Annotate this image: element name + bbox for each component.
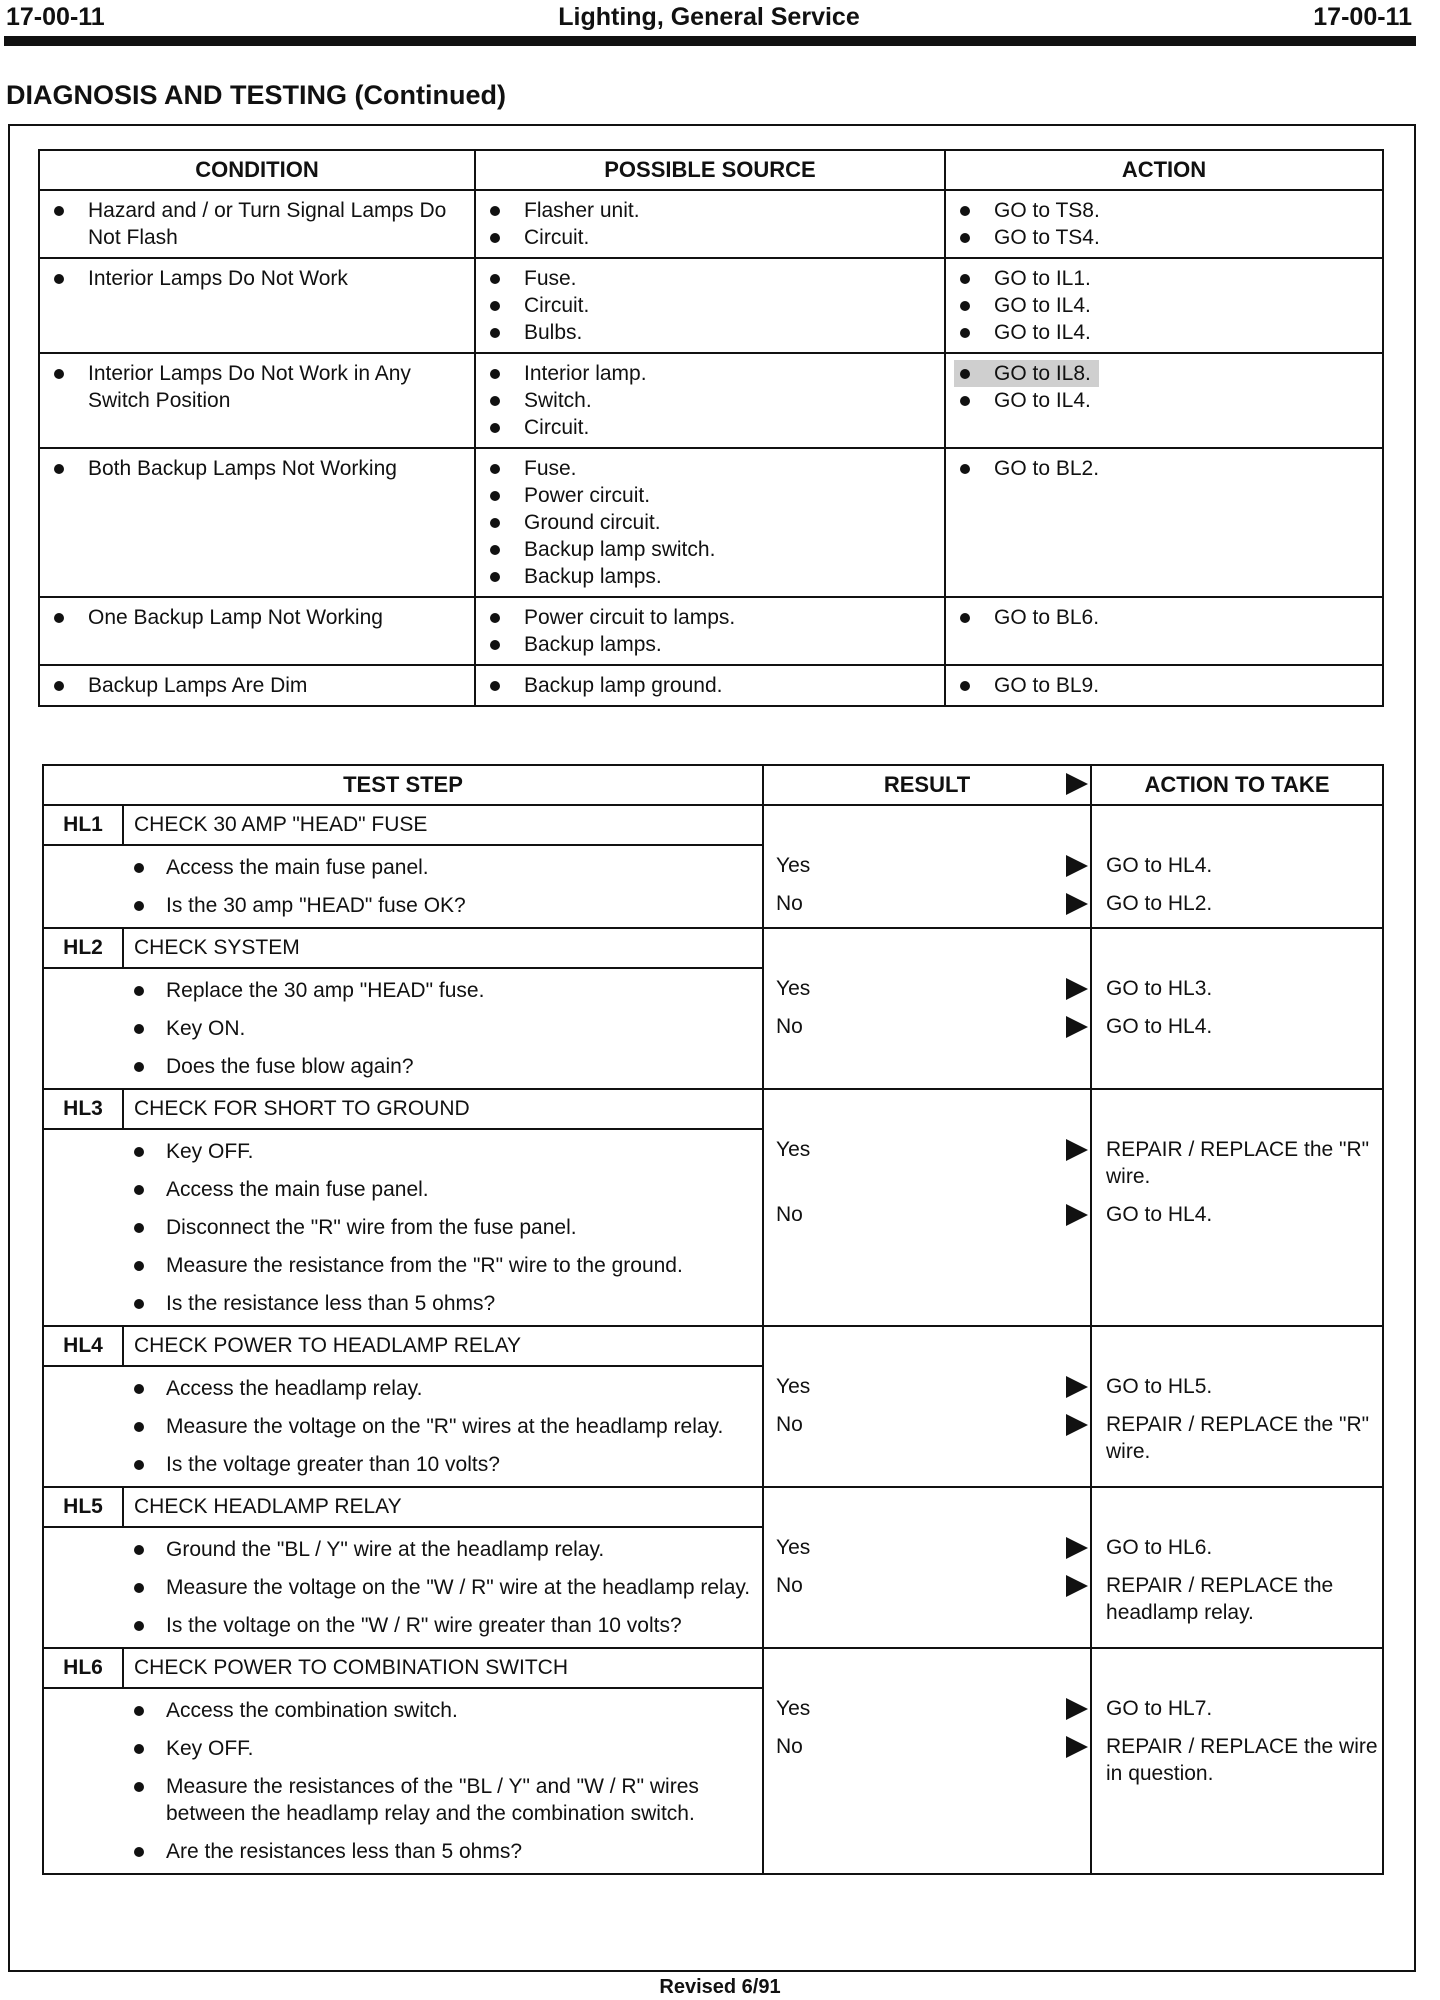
result-label: Yes — [776, 1375, 811, 1398]
step-bullet: Is the resistance less than 5 ohms? — [126, 1290, 752, 1317]
step-bullet-list — [126, 1375, 752, 1478]
action-to-take-link[interactable]: GO to HL4. — [1106, 1015, 1213, 1038]
condition-table-header — [39, 150, 1383, 190]
action-link-highlighted[interactable]: GO to IL8. — [954, 360, 1099, 387]
action-cell — [945, 190, 1383, 258]
arrow-right-icon — [1066, 773, 1088, 795]
result-yes — [764, 1695, 1090, 1722]
source-item: Switch. — [484, 387, 936, 414]
step-title: CHECK POWER TO COMBINATION SWITCH — [123, 1648, 763, 1688]
arrow-right-icon — [1066, 855, 1088, 877]
source-item: Fuse. — [484, 455, 936, 482]
condition-text: Hazard and / or Turn Signal Lamps Do Not Flash — [48, 197, 466, 251]
revision-footer: Revised 6/91 — [659, 1976, 781, 1998]
result-label: No — [776, 892, 803, 915]
result-header — [763, 765, 1091, 805]
action-link[interactable]: GO to IL4. — [954, 319, 1374, 346]
step-bullet: Key ON. — [126, 1015, 752, 1042]
arrow-right-icon — [1066, 1016, 1088, 1038]
step-instructions — [43, 1688, 763, 1874]
page-header — [0, 0, 1418, 32]
result-label: Yes — [776, 1138, 811, 1161]
result-no — [764, 1411, 1090, 1438]
action-cell — [945, 353, 1383, 448]
action-link[interactable]: GO to IL4. — [954, 292, 1374, 319]
table-row — [39, 665, 1383, 706]
step-id: HL4 — [43, 1326, 123, 1366]
result-label: No — [776, 1015, 803, 1038]
source-item: Backup lamps. — [484, 563, 936, 590]
step-bullet-list — [126, 977, 752, 1080]
step-bullet-list — [126, 1697, 752, 1865]
step-bullet: Measure the voltage on the "R" wires at the headlamp relay. — [126, 1413, 752, 1440]
source-cell — [475, 190, 945, 258]
result-yes — [764, 852, 1090, 879]
step-title: CHECK FOR SHORT TO GROUND — [123, 1089, 763, 1129]
step-bullet: Are the resistances less than 5 ohms? — [126, 1838, 752, 1865]
action-to-take-header: ACTION TO TAKE — [1091, 765, 1383, 805]
step-bullet: Measure the resistances of the "BL / Y" and "W / R" wires between the headlamp relay and the combination switch. — [126, 1773, 752, 1827]
table-row — [39, 190, 1383, 258]
condition-cell — [39, 597, 475, 665]
arrow-right-icon — [1066, 1575, 1088, 1597]
source-item: Backup lamp switch. — [484, 536, 936, 563]
result-no — [764, 1572, 1090, 1599]
table-row — [39, 353, 1383, 448]
action-link[interactable]: GO to TS4. — [954, 224, 1374, 251]
result-no — [764, 1201, 1090, 1228]
step-bullet: Does the fuse blow again? — [126, 1053, 752, 1080]
step-bullet: Access the headlamp relay. — [126, 1375, 752, 1402]
source-item: Circuit. — [484, 292, 936, 319]
result-cell — [763, 928, 1091, 1089]
action-to-take-cell — [1091, 1089, 1383, 1326]
step-instructions — [43, 1527, 763, 1648]
step-instructions — [43, 1129, 763, 1326]
action-cell — [945, 665, 1383, 706]
test-table-header — [43, 765, 1383, 805]
step-bullet: Ground the "BL / Y" wire at the headlamp relay. — [126, 1536, 752, 1563]
header-left-code: 17-00-11 — [6, 3, 105, 31]
section-title: DIAGNOSIS AND TESTING (Continued) — [6, 80, 506, 110]
step-instructions — [43, 1366, 763, 1487]
step-instructions — [43, 968, 763, 1089]
arrow-right-icon — [1066, 1139, 1088, 1161]
possible-source-header: POSSIBLE SOURCE — [475, 150, 945, 190]
table-row — [39, 258, 1383, 353]
arrow-right-icon — [1066, 893, 1088, 915]
step-id: HL5 — [43, 1487, 123, 1527]
test-step-table — [42, 764, 1384, 1875]
step-bullet: Replace the 30 amp "HEAD" fuse. — [126, 977, 752, 1004]
step-bullet: Measure the resistance from the "R" wire to the ground. — [126, 1252, 752, 1279]
step-title: CHECK SYSTEM — [123, 928, 763, 968]
step-bullet-list — [126, 1536, 752, 1639]
source-item: Interior lamp. — [484, 360, 936, 387]
source-item: Power circuit. — [484, 482, 936, 509]
source-item: Bulbs. — [484, 319, 936, 346]
action-to-take-link[interactable]: GO to HL3. — [1106, 977, 1213, 1000]
action-to-take-link[interactable]: GO to HL6. — [1106, 1536, 1213, 1559]
condition-text: Interior Lamps Do Not Work — [48, 265, 466, 292]
condition-cell — [39, 190, 475, 258]
action-to-take-link[interactable]: GO to HL2. — [1106, 892, 1213, 915]
source-item: Circuit. — [484, 224, 936, 251]
step-bullet: Access the combination switch. — [126, 1697, 752, 1724]
result-yes — [764, 1373, 1090, 1400]
source-item: Flasher unit. — [484, 197, 936, 224]
step-id: HL6 — [43, 1648, 123, 1688]
action-cell — [945, 448, 1383, 597]
condition-cell — [39, 665, 475, 706]
result-no — [764, 890, 1090, 917]
test-step-title-row — [43, 805, 1383, 845]
result-label: No — [776, 1413, 803, 1436]
step-bullet-list — [126, 1138, 752, 1317]
result-label: Yes — [776, 1697, 811, 1720]
action-to-take-link[interactable]: REPAIR / REPLACE the wire in question. — [1106, 1735, 1378, 1785]
source-cell — [475, 353, 945, 448]
table-row — [39, 597, 1383, 665]
step-title: CHECK HEADLAMP RELAY — [123, 1487, 763, 1527]
result-label: Yes — [776, 854, 811, 877]
step-bullet: Access the main fuse panel. — [126, 854, 752, 881]
source-cell — [475, 448, 945, 597]
step-bullet: Measure the voltage on the "W / R" wire at the headlamp relay. — [126, 1574, 752, 1601]
step-bullet: Key OFF. — [126, 1138, 752, 1165]
source-item: Ground circuit. — [484, 509, 936, 536]
condition-cell — [39, 353, 475, 448]
action-link[interactable]: GO to IL1. — [954, 265, 1374, 292]
test-step-title-row — [43, 928, 1383, 968]
result-yes — [764, 975, 1090, 1002]
result-label: No — [776, 1574, 803, 1597]
step-id: HL2 — [43, 928, 123, 968]
condition-text: Backup Lamps Are Dim — [48, 672, 466, 699]
source-cell — [475, 258, 945, 353]
arrow-right-icon — [1066, 1736, 1088, 1758]
source-item: Power circuit to lamps. — [484, 604, 936, 631]
action-to-take-link[interactable]: REPAIR / REPLACE the "R" wire. — [1106, 1413, 1370, 1463]
action-link[interactable]: GO to TS8. — [954, 197, 1374, 224]
action-link[interactable]: GO to BL2. — [954, 455, 1374, 482]
step-bullet: Is the 30 amp "HEAD" fuse OK? — [126, 892, 752, 919]
source-cell — [475, 665, 945, 706]
action-to-take-link[interactable]: REPAIR / REPLACE the "R" wire. — [1106, 1138, 1370, 1188]
action-cell — [945, 597, 1383, 665]
test-step-title-row — [43, 1648, 1383, 1688]
source-item: Fuse. — [484, 265, 936, 292]
action-to-take-cell — [1091, 928, 1383, 1089]
source-cell — [475, 597, 945, 665]
result-no — [764, 1013, 1090, 1040]
step-title: CHECK POWER TO HEADLAMP RELAY — [123, 1326, 763, 1366]
result-cell — [763, 1326, 1091, 1487]
action-to-take-cell — [1091, 805, 1383, 928]
step-bullet: Is the voltage on the "W / R" wire greater than 10 volts? — [126, 1612, 752, 1639]
source-item: Backup lamp ground. — [484, 672, 936, 699]
test-step-title-row — [43, 1487, 1383, 1527]
step-id: HL3 — [43, 1089, 123, 1129]
condition-text: Interior Lamps Do Not Work in Any Switch Position — [48, 360, 466, 414]
arrow-right-icon — [1066, 1414, 1088, 1436]
arrow-right-icon — [1066, 978, 1088, 1000]
step-id: HL1 — [43, 805, 123, 845]
step-bullet-list — [126, 854, 752, 919]
action-to-take-cell — [1091, 1648, 1383, 1874]
action-to-take-link[interactable]: REPAIR / REPLACE the headlamp relay. — [1106, 1574, 1334, 1624]
result-cell — [763, 805, 1091, 928]
step-bullet: Key OFF. — [126, 1735, 752, 1762]
action-cell — [945, 258, 1383, 353]
result-label: Yes — [776, 977, 811, 1000]
action-to-take-link[interactable]: GO to HL7. — [1106, 1697, 1213, 1720]
condition-table — [38, 149, 1384, 707]
test-step-title-row — [43, 1326, 1383, 1366]
result-yes — [764, 1534, 1090, 1561]
result-label: Yes — [776, 1536, 811, 1559]
step-title: CHECK 30 AMP "HEAD" FUSE — [123, 805, 763, 845]
test-step-title-row — [43, 1089, 1383, 1129]
condition-header: CONDITION — [39, 150, 475, 190]
result-yes — [764, 1136, 1090, 1163]
step-instructions — [43, 845, 763, 928]
action-header: ACTION — [945, 150, 1383, 190]
action-link[interactable]: GO to BL9. — [954, 672, 1374, 699]
result-cell — [763, 1089, 1091, 1326]
header-title: Lighting, General Service — [558, 3, 860, 31]
action-to-take-link[interactable]: GO to HL5. — [1106, 1375, 1213, 1398]
condition-cell — [39, 258, 475, 353]
arrow-right-icon — [1066, 1698, 1088, 1720]
action-to-take-cell — [1091, 1326, 1383, 1487]
step-bullet: Access the main fuse panel. — [126, 1176, 752, 1203]
source-item: Backup lamps. — [484, 631, 936, 658]
test-step-header: TEST STEP — [43, 765, 763, 805]
action-link[interactable]: GO to IL4. — [954, 387, 1374, 414]
step-bullet: Disconnect the "R" wire from the fuse panel. — [126, 1214, 752, 1241]
action-to-take-link[interactable]: GO to HL4. — [1106, 854, 1213, 877]
result-cell — [763, 1648, 1091, 1874]
result-header-label: RESULT — [883, 772, 971, 797]
action-to-take-link[interactable]: GO to HL4. — [1106, 1203, 1213, 1226]
condition-text: Both Backup Lamps Not Working — [48, 455, 466, 482]
header-rule — [4, 36, 1416, 46]
result-label: No — [776, 1203, 803, 1226]
condition-cell — [39, 448, 475, 597]
condition-text: One Backup Lamp Not Working — [48, 604, 466, 631]
arrow-right-icon — [1066, 1537, 1088, 1559]
arrow-right-icon — [1066, 1376, 1088, 1398]
result-label: No — [776, 1735, 803, 1758]
step-bullet: Is the voltage greater than 10 volts? — [126, 1451, 752, 1478]
action-link[interactable]: GO to BL6. — [954, 604, 1374, 631]
table-row — [39, 448, 1383, 597]
action-to-take-cell — [1091, 1487, 1383, 1648]
result-no — [764, 1733, 1090, 1760]
arrow-right-icon — [1066, 1204, 1088, 1226]
result-cell — [763, 1487, 1091, 1648]
header-right-code: 17-00-11 — [1313, 3, 1412, 31]
source-item: Circuit. — [484, 414, 936, 441]
